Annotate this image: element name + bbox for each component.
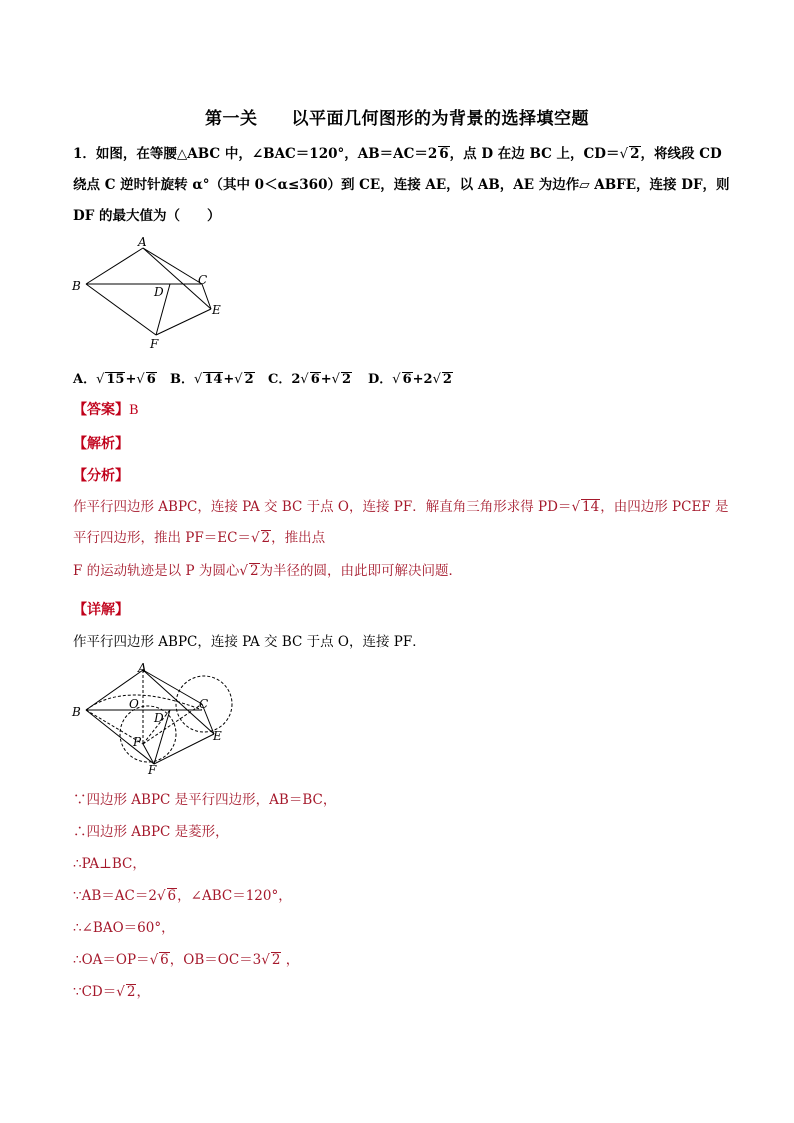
page-title <box>0 104 794 129</box>
label-f: F <box>148 763 157 777</box>
segment-ab <box>86 248 143 284</box>
detail-step-1: ∵四边形 ABPC 是平行四边形，AB＝BC， <box>73 792 337 808</box>
radical: 2 <box>341 372 351 387</box>
plus: + <box>320 372 332 387</box>
label-c: C <box>199 697 209 711</box>
title-part1: 第一关 <box>205 109 258 129</box>
option-label: C．2 <box>268 372 301 387</box>
label-d: D <box>154 285 164 299</box>
detail-intro: 作平行四边形 ABPC，连接 PA 交 BC 于点 O，连接 PF． <box>73 634 426 650</box>
radical: 14 <box>204 372 223 387</box>
option-label: B． <box>170 372 194 387</box>
radical: 2 <box>271 952 281 968</box>
option-b[interactable]: B．√ 14+√ 2 <box>170 372 254 387</box>
detail-step-5: ∴∠BAO＝60°， <box>73 920 175 936</box>
question-text: ，将线段 CD <box>640 146 722 162</box>
label-e: E <box>212 303 221 317</box>
answer-label: 【答案】 <box>73 402 129 418</box>
fenxi-line-2: 平行四边形，推出 PF＝EC＝√ 2，推出点 <box>73 530 326 546</box>
detail-step-3: ∴PA⊥BC， <box>73 856 146 872</box>
label-f: F <box>150 337 159 351</box>
detail-step-2: ∴四边形 ABPC 是菱形， <box>73 824 229 840</box>
figure-1 <box>66 234 236 354</box>
figure-2 <box>66 660 236 780</box>
radical: 6 <box>310 372 320 387</box>
detail-text: ，OB＝OC＝3 <box>169 952 262 968</box>
radical: 14 <box>582 499 600 515</box>
fenxi-line-3: F 的运动轨迹是以 P 为圆心√ 2为半径的圆，由此即可解决问题． <box>73 563 463 579</box>
detail-text: ， <box>281 952 300 968</box>
label-p: P <box>133 735 142 749</box>
radical: 6 <box>402 372 412 387</box>
label-d: D <box>154 711 164 725</box>
fenxi-text: ，由四边形 PCEF 是 <box>600 499 729 515</box>
question-line-1: 1．如图，在等腰△ABC 中，∠BAC＝120°，AB＝AC＝2 6，点 D 在边 BC 上，CD＝√ 2，将线段 CD <box>73 146 722 162</box>
label-a: A <box>138 661 147 675</box>
option-label: A． <box>73 372 97 387</box>
fenxi-text: F 的运动轨迹是以 P 为圆心 <box>73 563 240 579</box>
label-e: E <box>213 729 222 743</box>
detail-text: ，∠ABC＝120°， <box>177 888 292 904</box>
option-d[interactable]: D．√ 6+2√ 2 <box>368 372 452 387</box>
option-label: D． <box>368 372 393 387</box>
answer-value: B <box>129 403 139 418</box>
radical: 6 <box>146 372 156 387</box>
question-line-3: DF 的最大值为（ ） <box>73 208 221 224</box>
label-c: C <box>198 273 208 287</box>
radical: 2 <box>442 372 452 387</box>
fenxi-line-1: 作平行四边形 ABPC，连接 PA 交 BC 于点 O，连接 PF．解直角三角形求得 PD＝√ 14，由四边形 PCEF 是 <box>73 499 729 515</box>
detail-text: ∴OA＝OP＝ <box>73 952 150 968</box>
segment-bf <box>86 284 156 335</box>
answer <box>73 399 139 419</box>
detail-text: ， <box>136 984 150 1000</box>
question-text: ，点 D 在边 BC 上，CD＝ <box>449 146 620 162</box>
label-a: A <box>138 235 147 249</box>
fenxi-text: ，推出点 <box>271 530 326 546</box>
radical: 2 <box>249 563 259 579</box>
fenxi-label: 【分析】 <box>73 468 129 484</box>
label-b: B <box>72 705 81 719</box>
radical: 2 <box>244 372 254 387</box>
segment-ac <box>143 248 202 284</box>
radical: 6 <box>160 952 169 968</box>
label-o: O <box>129 697 139 711</box>
radical: 6 <box>167 888 177 904</box>
question-text: 1．如图，在等腰△ABC 中，∠BAC＝120°，AB＝AC＝2 <box>73 146 438 162</box>
detail-step-6: ∴OA＝OP＝√ 6，OB＝OC＝3√ 2 ， <box>73 952 300 968</box>
radical: 6 <box>439 146 449 162</box>
radical: 2 <box>630 146 640 162</box>
option-c[interactable]: C．2√ 6+√ 2 <box>268 372 351 387</box>
detail-step-7: ∵CD＝√ 2， <box>73 984 150 1000</box>
radical: 15 <box>106 372 125 387</box>
plus: +2 <box>412 372 433 387</box>
question-line-2: 绕点 C 逆时针旋转 α°（其中 0＜α≤360）到 CE，连接 AE，以 AB，AE 为边作▱ ABFE，连接 DF，则 <box>73 177 730 193</box>
radical: 2 <box>261 530 271 546</box>
plus: + <box>125 372 137 387</box>
detail-step-4: ∵AB＝AC＝2√ 6，∠ABC＝120°， <box>73 888 292 904</box>
fenxi-text: 平行四边形，推出 PF＝EC＝ <box>73 530 251 546</box>
radical: 2 <box>126 984 136 1000</box>
analysis-label: 【解析】 <box>73 436 129 452</box>
plus: + <box>223 372 235 387</box>
fenxi-text: 作平行四边形 ABPC，连接 PA 交 BC 于点 O，连接 PF．解直角三角形求得 PD＝ <box>73 499 572 515</box>
detail-label: 【详解】 <box>73 602 129 618</box>
detail-text: ∵CD＝ <box>73 984 117 1000</box>
option-a[interactable]: A．√ 15+√ 6 <box>73 372 156 387</box>
fenxi-text: 为半径的圆，由此即可解决问题． <box>259 563 463 579</box>
label-b: B <box>72 279 81 293</box>
segment-fe <box>156 309 211 335</box>
detail-text: ∵AB＝AC＝2 <box>73 888 157 904</box>
title-part2: 以平面几何图形的为背景的选择填空题 <box>291 109 589 129</box>
